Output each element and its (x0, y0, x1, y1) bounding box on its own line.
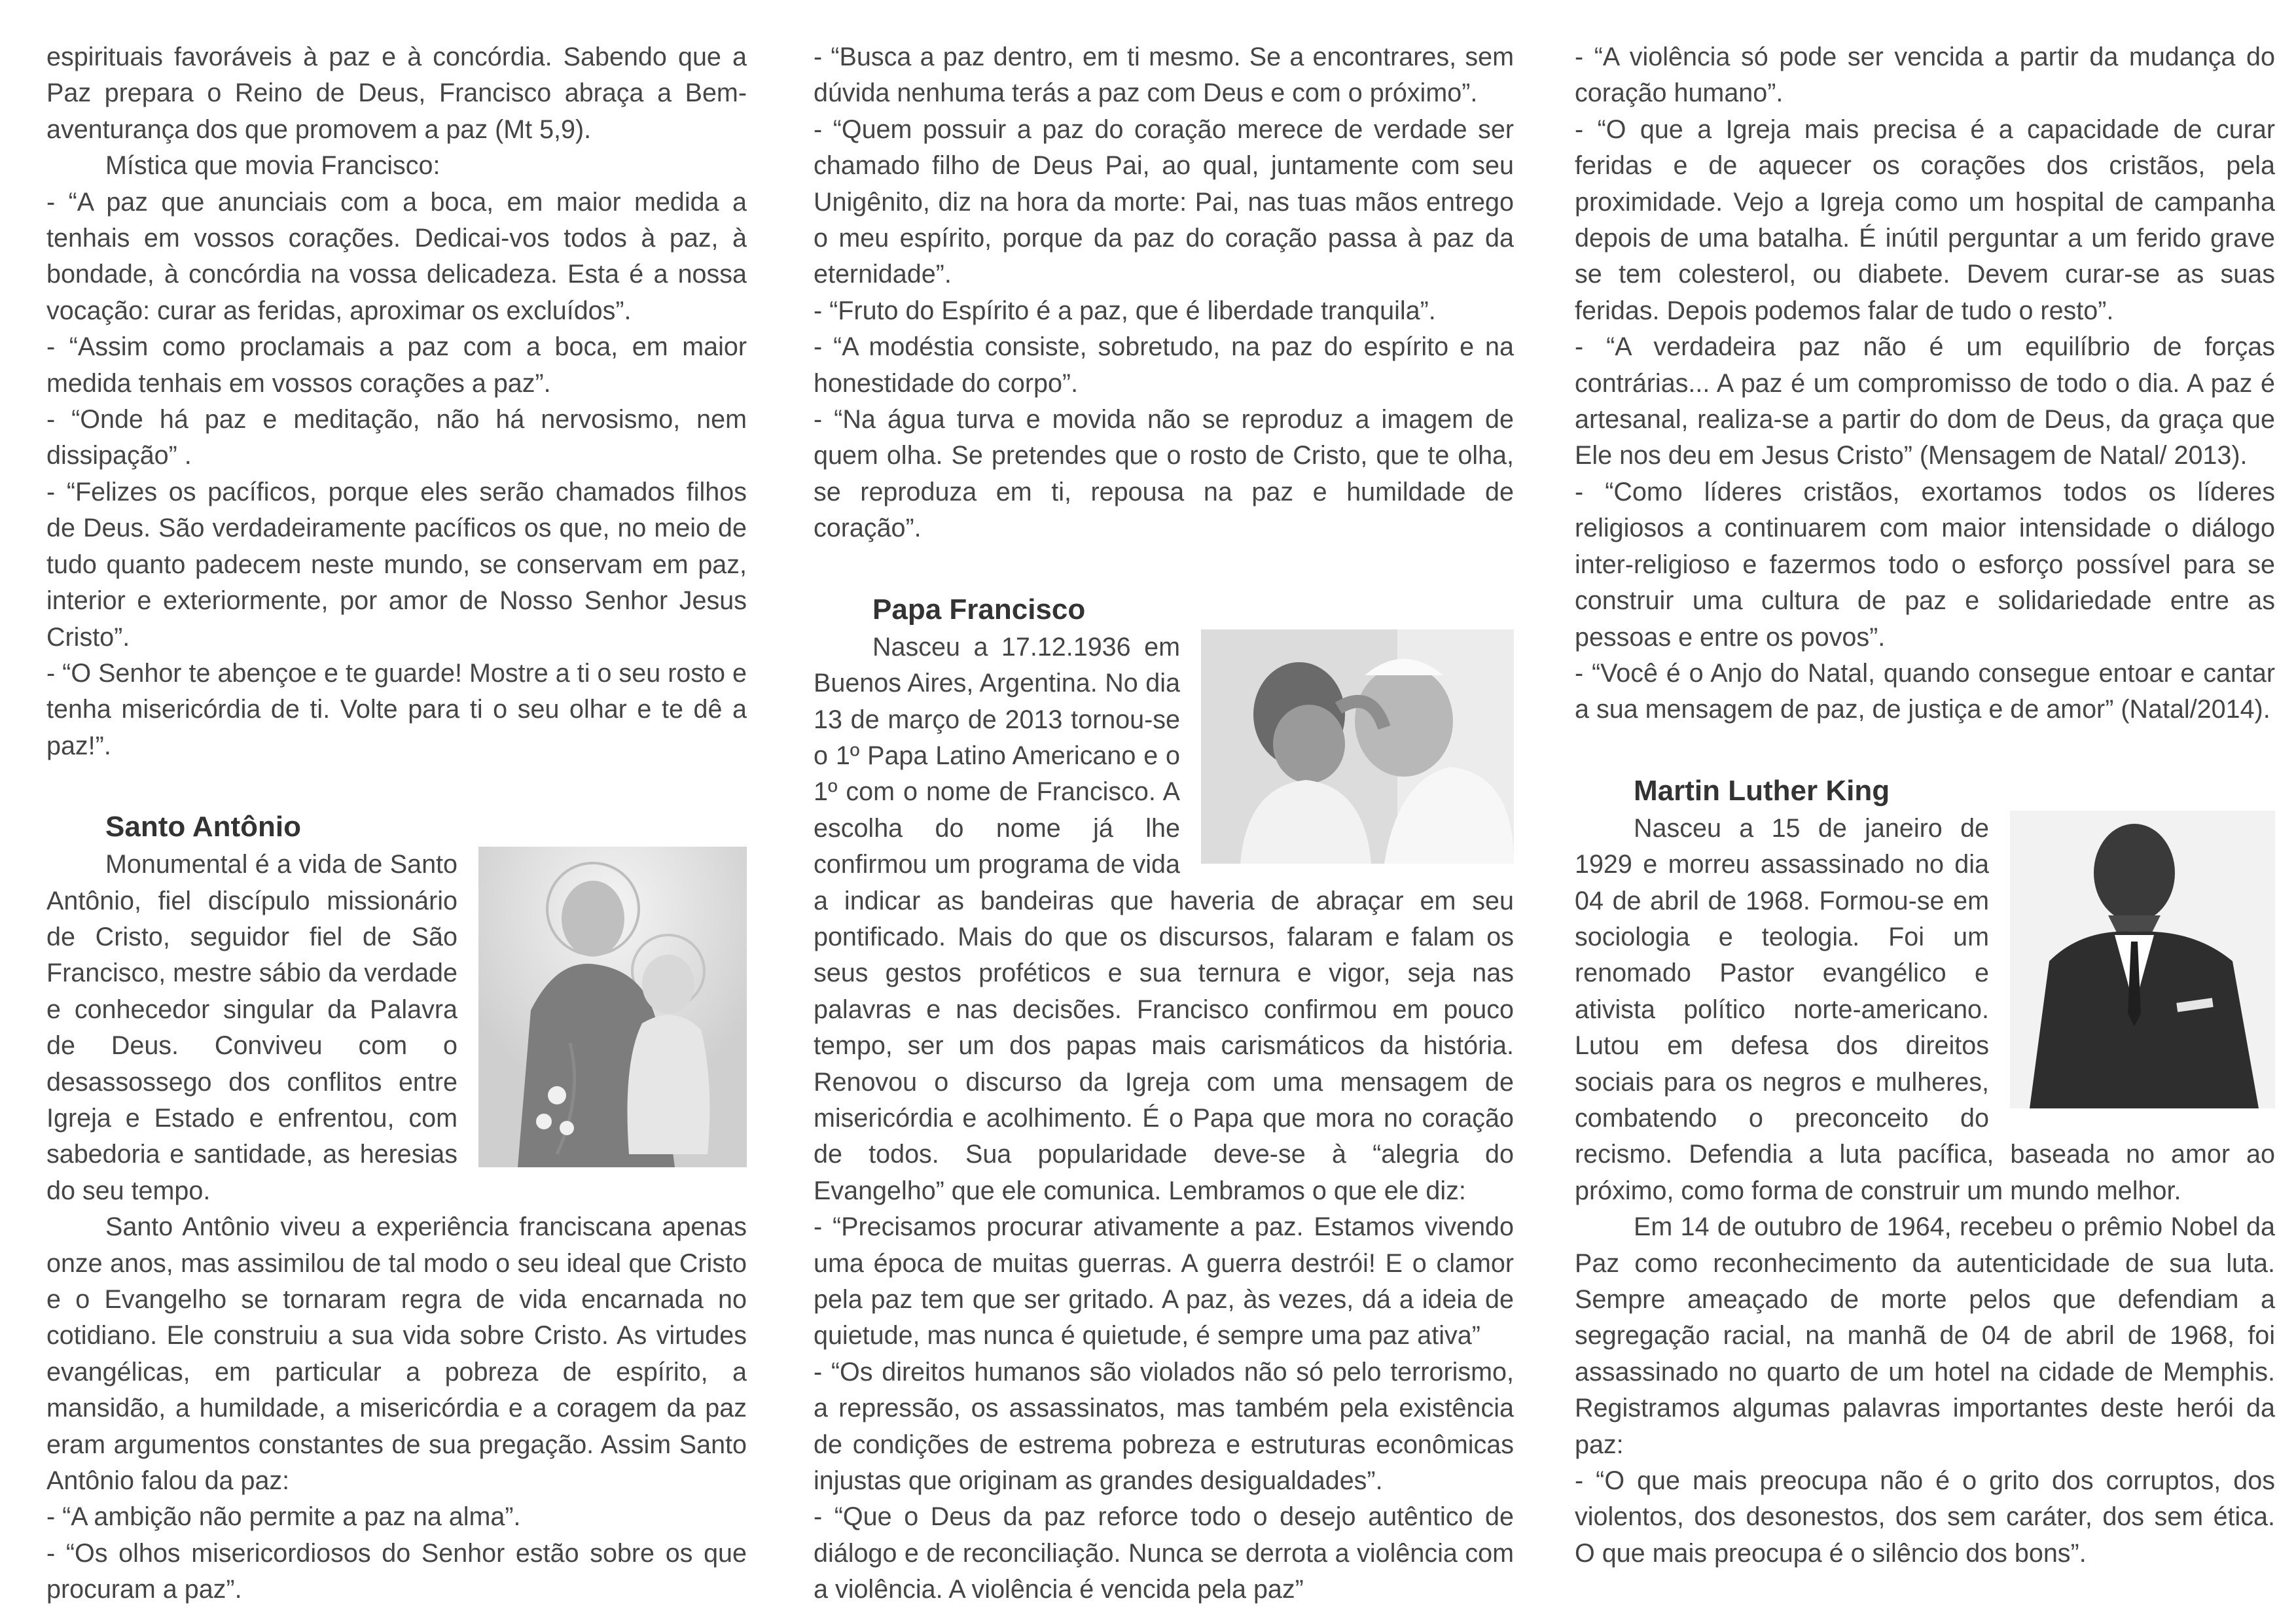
quote: - “Que o Deus da paz reforce todo o desejo autêntico de diálogo e de reconciliação. Nunca se derrota a violência com a violência. A violência é vencida pela paz” (814, 1502, 1514, 1604)
quote: - “A verdadeira paz não é um equilíbrio de forças contrárias... A paz é um compromisso de todo o dia. A paz é artesanal, realiza-se a partir do dom de Deus, da graça que Ele nos deu em Jesus Cristo” (Mensagem de Natal/ 2013). (1575, 332, 2275, 470)
saint-anthony-icon (478, 847, 747, 1167)
quote: - “Na água turva e movida não se reproduz a imagem de quem olha. Se pretendes que o rosto de Cristo, que te olha, se reproduza em ti, repousa na paz e humildade de coração”. (814, 405, 1514, 543)
paragraph: Nasceu a 17.12.1936 em Buenos Aires, Argentina. No dia 13 de março de 2013 tornou-se o 1º Papa Latino Americano e o 1º com o nome de Francisco. A escolha do nome já lhe confirmou um programa de vida a indicar as bandeiras que haveria de abraçar em seu pontificado. Mais do que os discursos, falaram e falam os seus gestos proféticos e sua ternura e vigor, seja nas palavras e nas decisões. Francisco confirmou em pouco tempo, ser um dos papas mais carismáticos da história. Renovou o discurso da Igreja com uma mensagem de misericórdia e acolhimento. É o Papa que mora no coração de todos. Sua popularidade deve-se à “alegria do Evangelho” que ele comunica. Lembramos o que ele diz: (814, 632, 1514, 1205)
quote: - “A paz que anunciais com a boca, em maior medida a tenhais em vossos corações. Dedicai-vos todos à paz, à bondade, à concórdia na vossa delicadeza. Esta é a nossa vocação: curar as feridas, aproximar os excluídos”. (46, 187, 747, 325)
quote: - “A ambição não permite a paz na alma”. (46, 1502, 521, 1532)
section-heading-papa-francisco: Papa Francisco (872, 593, 1086, 626)
paragraph: espirituais favoráveis à paz e à concórdia. Sabendo que a Paz prepara o Reino de Deus, Francisco abraça a Bem-aventurança dos que promovem a paz (Mt 5,9). (46, 43, 747, 144)
paragraph: Em 14 de outubro de 1964, recebeu o prêmio Nobel da Paz como reconhecimento da autenticidade de sua luta. Sempre ameaçado de morte pelos que defendiam a segregação racial, na manhã de 04 de abril de 1968, foi assassinado no quarto de um hotel na cidade de Memphis. Registramos algumas palavras importantes deste herói da paz: (1575, 1212, 2275, 1459)
section-heading-martin-luther-king: Martin Luther King (1634, 774, 1890, 807)
quote: - “A modéstia consiste, sobretudo, na paz do espírito e na honestidade do corpo”. (814, 332, 1514, 398)
pope-francis-icon (1201, 629, 1514, 864)
quote: - “Precisamos procurar ativamente a paz. Estamos vivendo uma época de muitas guerras. A guerra destrói! E o clamor pela paz tem que ser gritado. A paz, às vezes, dá a ideia de quietude, mas nunca é quietude, é sempre uma paz ativa” (814, 1212, 1514, 1350)
santo-antonio-image (478, 847, 747, 1167)
quote: - “Busca a paz dentro, em ti mesmo. Se a encontrares, sem dúvida nenhuma terás a paz com Deus e com o próximo”. (814, 43, 1514, 108)
quote: - “Felizes os pacíficos, porque eles serão chamados filhos de Deus. São verdadeiramente pacíficos os que, no meio de tudo quanto padecem neste mundo, se conservam em paz, interior e exteriormente, por amor de Nosso Senhor Jesus Cristo”. (46, 477, 747, 652)
paragraph: Mística que movia Francisco: (105, 151, 440, 181)
quote: - “Assim como proclamais a paz com a boca, em maior medida tenhais em vossos corações a paz”. (46, 332, 747, 398)
quote: - “Os direitos humanos são violados não só pelo terrorismo, a repressão, os assassinatos, mas também pela existência de condições de estrema pobreza e estruturas econômicas injustas que originam as grandes desigualdades”. (814, 1357, 1514, 1496)
quote: - “A violência só pode ser vencida a partir da mudança do coração humano”. (1575, 43, 2275, 108)
martin-luther-king-image (2010, 811, 2275, 1108)
quote: - “Como líderes cristãos, exortamos todos os líderes religiosos a continuarem com maior intensidade o diálogo inter-religioso e fazermos todo o esforço possível para se construir uma cultura de paz e solidariedade entre as pessoas e entre os povos”. (1575, 477, 2275, 652)
martin-luther-king-icon (2010, 811, 2275, 1108)
quote: - “Quem possuir a paz do coração merece de verdade ser chamado filho de Deus Pai, ao qual, juntamente com seu Unigênito, diz na hora da morte: Pai, nas tuas mãos entrego o meu espírito, porque da paz do coração passa à paz da eternidade”. (814, 115, 1514, 289)
quote: - “O que mais preocupa não é o grito dos corruptos, dos violentos, dos desonestos, dos sem caráter, dos sem ética. O que mais preocupa é o silêncio dos bons”. (1575, 1466, 2275, 1568)
quote: - “Onde há paz e meditação, não há nervosismo, nem dissipação” . (46, 405, 747, 470)
column-middle (814, 39, 1514, 1608)
quote: - “O que a Igreja mais precisa é a capacidade de curar feridas e de aquecer os corações dos cristãos, pela proximidade. Vejo a Igreja como um hospital de campanha depois de uma batalha. É inútil perguntar a um ferido grave se tem colesterol, ou diabete. Devem curar-se as suas feridas. Depois podemos falar de tudo o resto”. (1575, 115, 2275, 325)
papa-francisco-image (1201, 629, 1514, 864)
column-right (1575, 39, 2275, 1572)
paragraph: Monumental é a vida de Santo Antônio, fiel discípulo missionário de Cristo, seguidor fiel de São Francisco, mestre sábio da verdade e conhecedor singular da Palavra de Deus. Conviveu com o desassossego dos conflitos entre Igreja e Estado e enfrentou, com sabedoria e santidade, as heresias do seu tempo. (46, 850, 457, 1205)
quote: - “Você é o Anjo do Natal, quando consegue entoar e cantar a sua mensagem de paz, de justiça e de amor” (Natal/2014). (1575, 658, 2275, 724)
column-left (46, 39, 747, 1608)
quote: - “Fruto do Espírito é a paz, que é liberdade tranquila”. (814, 296, 1436, 325)
paragraph: Nasceu a 15 de janeiro de 1929 e morreu assassinado no dia 04 de abril de 1968. Formou-se em sociologia e teologia. Foi um renomado Pastor evangélico e ativista político norte-americano. Lutou em defesa dos direitos sociais para os negros e mulheres, combatendo o preconceito do recismo. Defendia a luta pacífica, baseada no amor ao próximo, como forma de construir um mundo melhor. (1575, 813, 2275, 1205)
section-heading-santo-antonio: Santo Antônio (105, 811, 301, 843)
quote: - “Os olhos misericordiosos do Senhor estão sobre os que procuram a paz”. (46, 1538, 747, 1604)
quote: - “O Senhor te abençoe e te guarde! Mostre a ti o seu rosto e tenha misericórdia de ti. Volte para ti o seu olhar e te dê a paz!”. (46, 658, 747, 760)
paragraph: Santo Antônio viveu a experiência franciscana apenas onze anos, mas assimilou de tal modo o seu ideal que Cristo e o Evangelho se tornaram regra de vida encarnada no cotidiano. Ele construiu a sua vida sobre Cristo. As virtudes evangélicas, em particular a pobreza de espírito, a mansidão, a humildade, a misericórdia e a coragem da paz eram argumentos constantes de sua pregação. Assim Santo Antônio falou da paz: (46, 1212, 747, 1496)
